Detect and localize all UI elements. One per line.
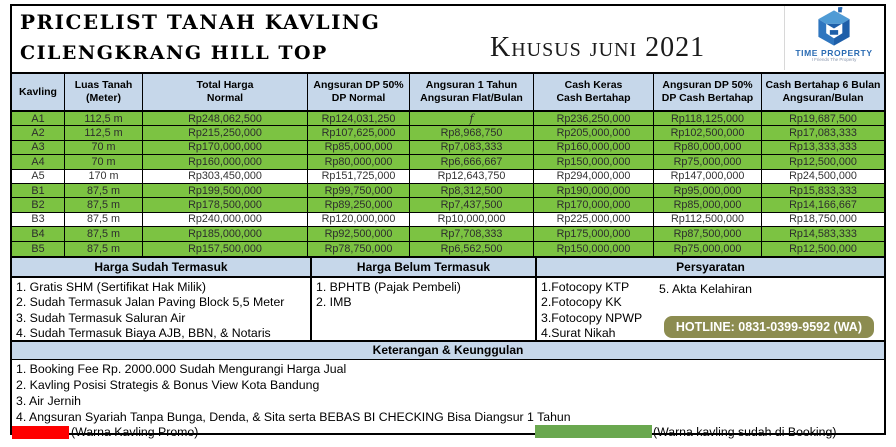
- column-header: Kavling: [12, 74, 64, 112]
- cell-B2-kavling: B2: [12, 198, 64, 212]
- cell-A5-luas: 170 m: [64, 170, 142, 184]
- title-block: [12, 6, 884, 72]
- cell-B1-flat_bulan: Rp8,312,500: [409, 184, 533, 198]
- cell-B4-per_bulan: Rp14,583,333: [761, 227, 884, 241]
- list-item: 4. Angsuran Syariah Tanpa Bunga, Denda, & Sita serta BEBAS BI CHECKING Bisa Diangsur 1 Tahun: [16, 409, 571, 424]
- keterangan-section: [12, 340, 884, 439]
- cell-B5-flat_bulan: Rp6,562,500: [409, 242, 533, 256]
- cell-A4-dp_cash: Rp75,000,000: [653, 155, 761, 169]
- info-section: [12, 256, 884, 340]
- cell-B4-dp_normal: Rp92,500,000: [307, 227, 409, 241]
- list-item: 3. Sudah Termasuk Saluran Air: [16, 310, 186, 325]
- cell-A1-flat_bulan: f: [409, 112, 533, 126]
- keterangan-body: [12, 360, 884, 425]
- cell-A5-dp_cash: Rp147,000,000: [653, 170, 761, 184]
- cell-B1-luas: 87,5 m: [64, 184, 142, 198]
- cell-A2-dp_normal: Rp107,625,000: [307, 126, 409, 140]
- company-logo: [784, 6, 883, 70]
- panel-body: [12, 278, 310, 342]
- cell-A4-kavling: A4: [12, 155, 64, 169]
- cell-A4-flat_bulan: Rp6,666,667: [409, 155, 533, 169]
- column-header: Luas Tanah (Meter): [64, 74, 142, 112]
- cell-A3-flat_bulan: Rp7,083,333: [409, 141, 533, 155]
- cell-A2-luas: 112,5 m: [64, 126, 142, 140]
- column-header: Total Harga Normal: [142, 74, 307, 112]
- cell-A4-luas: 70 m: [64, 155, 142, 169]
- cell-B5-luas: 87,5 m: [64, 242, 142, 256]
- cell-A2-cash_bertahap: Rp205,000,000: [533, 126, 653, 140]
- column-header: Angsuran 1 Tahun Angsuran Flat/Bulan: [409, 74, 533, 112]
- panel-header: Harga Sudah Termasuk: [12, 258, 310, 278]
- cell-A3-dp_normal: Rp85,000,000: [307, 141, 409, 155]
- cell-B5-cash_bertahap: Rp150,000,000: [533, 242, 653, 256]
- legend-row: [12, 426, 884, 439]
- cell-B5-kavling: B5: [12, 242, 64, 256]
- cell-A3-per_bulan: Rp13,333,333: [761, 141, 884, 155]
- promo-legend-label: (Warna Kavling Promo): [71, 424, 199, 439]
- booked-legend-label: (Warna kavling sudah di Booking): [653, 424, 837, 439]
- cell-B4-cash_bertahap: Rp175,000,000: [533, 227, 653, 241]
- list-item: 1. Gratis SHM (Sertifikat Hak Milik): [16, 279, 206, 294]
- cell-A1-per_bulan: Rp19,687,500: [761, 112, 884, 126]
- cell-B4-dp_cash: Rp87,500,000: [653, 227, 761, 241]
- cell-A1-total: Rp248,062,500: [142, 112, 307, 126]
- cell-B3-cash_bertahap: Rp225,000,000: [533, 213, 653, 227]
- panel-body: [537, 278, 884, 342]
- cell-A3-kavling: A3: [12, 141, 64, 155]
- cell-A4-per_bulan: Rp12,500,000: [761, 155, 884, 169]
- cell-B4-flat_bulan: Rp7,708,333: [409, 227, 533, 241]
- list-item: 3.Fotocopy NPWP: [541, 310, 643, 325]
- cell-B2-cash_bertahap: Rp170,000,000: [533, 198, 653, 212]
- column-header: Angsuran DP 50% DP Normal: [307, 74, 409, 112]
- keterangan-header: Keterangan & Keunggulan: [12, 342, 884, 360]
- cell-B1-kavling: B1: [12, 184, 64, 198]
- cell-A2-flat_bulan: Rp8,968,750: [409, 126, 533, 140]
- list-item: 1. Booking Fee Rp. 2000.000 Sudah Mengurangi Harga Jual: [16, 361, 347, 376]
- booked-color-swatch: [535, 425, 652, 438]
- hotline-badge: HOTLINE: 0831-0399-9592 (WA): [664, 316, 874, 338]
- cell-B3-total: Rp240,000,000: [142, 213, 307, 227]
- panel-harga-sudah-termasuk: [12, 258, 310, 342]
- panel-header: Persyaratan: [537, 258, 884, 278]
- cell-A4-cash_bertahap: Rp150,000,000: [533, 155, 653, 169]
- cell-B2-dp_cash: Rp85,000,000: [653, 198, 761, 212]
- cell-A5-kavling: A5: [12, 170, 64, 184]
- list-item: 4.Surat Nikah: [541, 326, 616, 341]
- cell-B5-total: Rp157,500,000: [142, 242, 307, 256]
- cell-B1-dp_cash: Rp95,000,000: [653, 184, 761, 198]
- cell-B4-kavling: B4: [12, 227, 64, 241]
- cell-A1-kavling: A1: [12, 112, 64, 126]
- time-property-logo-icon: [808, 7, 860, 49]
- cell-B2-total: Rp178,500,000: [142, 198, 307, 212]
- cell-B5-dp_cash: Rp75,000,000: [653, 242, 761, 256]
- cell-A2-per_bulan: Rp17,083,333: [761, 126, 884, 140]
- column-header: Cash Keras Cash Bertahap: [533, 74, 653, 112]
- cell-B3-dp_normal: Rp120,000,000: [307, 213, 409, 227]
- cell-B1-per_bulan: Rp15,833,333: [761, 184, 884, 198]
- cell-A3-total: Rp170,000,000: [142, 141, 307, 155]
- cell-A2-total: Rp215,250,000: [142, 126, 307, 140]
- promo-color-swatch: [12, 426, 69, 439]
- cell-B5-dp_normal: Rp78,750,000: [307, 242, 409, 256]
- cell-B3-luas: 87,5 m: [64, 213, 142, 227]
- list-item: 3. Air Jernih: [16, 393, 81, 408]
- requirement-item-5: 5. Akta Kelahiran: [659, 281, 752, 296]
- list-item: 1.Fotocopy KTP: [541, 279, 630, 294]
- panel-persyaratan: [535, 258, 884, 342]
- period-label: Khusus juni 2021: [490, 32, 706, 63]
- cell-B2-luas: 87,5 m: [64, 198, 142, 212]
- cell-B2-flat_bulan: Rp7,437,500: [409, 198, 533, 212]
- cell-B3-dp_cash: Rp112,500,000: [653, 213, 761, 227]
- list-item: 2.Fotocopy KK: [541, 295, 622, 310]
- cell-B2-per_bulan: Rp14,166,667: [761, 198, 884, 212]
- cell-A1-luas: 112,5 m: [64, 112, 142, 126]
- cell-B3-kavling: B3: [12, 213, 64, 227]
- column-header: Angsuran DP 50% DP Cash Bertahap: [653, 74, 761, 112]
- cell-B4-total: Rp185,000,000: [142, 227, 307, 241]
- cell-B1-total: Rp199,500,000: [142, 184, 307, 198]
- page-title: PRICELIST TANAH KAVLING: [20, 10, 381, 34]
- cell-A5-flat_bulan: Rp12,643,750: [409, 170, 533, 184]
- panel-body: [312, 278, 535, 342]
- list-item: 2. Kavling Posisi Strategis & Bonus View Kota Bandung: [16, 377, 320, 392]
- cell-A3-dp_cash: Rp80,000,000: [653, 141, 761, 155]
- cell-B2-dp_normal: Rp89,250,000: [307, 198, 409, 212]
- list-item: 2. IMB: [316, 295, 352, 310]
- list-item: 2. Sudah Termasuk Jalan Paving Block 5,5 Meter: [16, 295, 285, 310]
- panel-harga-belum-termasuk: [310, 258, 535, 342]
- pricelist-sheet: [10, 4, 886, 439]
- cell-A5-per_bulan: Rp24,500,000: [761, 170, 884, 184]
- logo-tagline: I Friends The Property: [811, 57, 857, 62]
- cell-B3-per_bulan: Rp18,750,000: [761, 213, 884, 227]
- list-item: 1. BPHTB (Pajak Pembeli): [316, 279, 461, 294]
- panel-header: Harga Belum Termasuk: [312, 258, 535, 278]
- cell-B5-per_bulan: Rp12,500,000: [761, 242, 884, 256]
- column-header: Cash Bertahap 6 Bulan Angsuran/Bulan: [761, 74, 884, 112]
- cell-B1-cash_bertahap: Rp190,000,000: [533, 184, 653, 198]
- cell-A4-dp_normal: Rp80,000,000: [307, 155, 409, 169]
- cell-A4-total: Rp160,000,000: [142, 155, 307, 169]
- cell-B3-flat_bulan: Rp10,000,000: [409, 213, 533, 227]
- cell-A2-dp_cash: Rp102,500,000: [653, 126, 761, 140]
- cell-B1-dp_normal: Rp99,750,000: [307, 184, 409, 198]
- cell-A5-cash_bertahap: Rp294,000,000: [533, 170, 653, 184]
- list-item: 4. Sudah Termasuk Biaya AJB, BBN, & Notaris: [16, 326, 271, 341]
- cell-A1-dp_cash: Rp118,125,000: [653, 112, 761, 126]
- cell-A3-luas: 70 m: [64, 141, 142, 155]
- cell-A5-dp_normal: Rp151,725,000: [307, 170, 409, 184]
- price-table: [12, 72, 884, 256]
- cell-A3-cash_bertahap: Rp160,000,000: [533, 141, 653, 155]
- cell-A1-cash_bertahap: Rp236,250,000: [533, 112, 653, 126]
- cell-B4-luas: 87,5 m: [64, 227, 142, 241]
- cell-A5-total: Rp303,450,000: [142, 170, 307, 184]
- page-subtitle: CILENGKRANG HILL TOP: [20, 42, 328, 64]
- cell-A2-kavling: A2: [12, 126, 64, 140]
- logo-name: TIME PROPERTY: [795, 48, 873, 58]
- cell-A1-dp_normal: Rp124,031,250: [307, 112, 409, 126]
